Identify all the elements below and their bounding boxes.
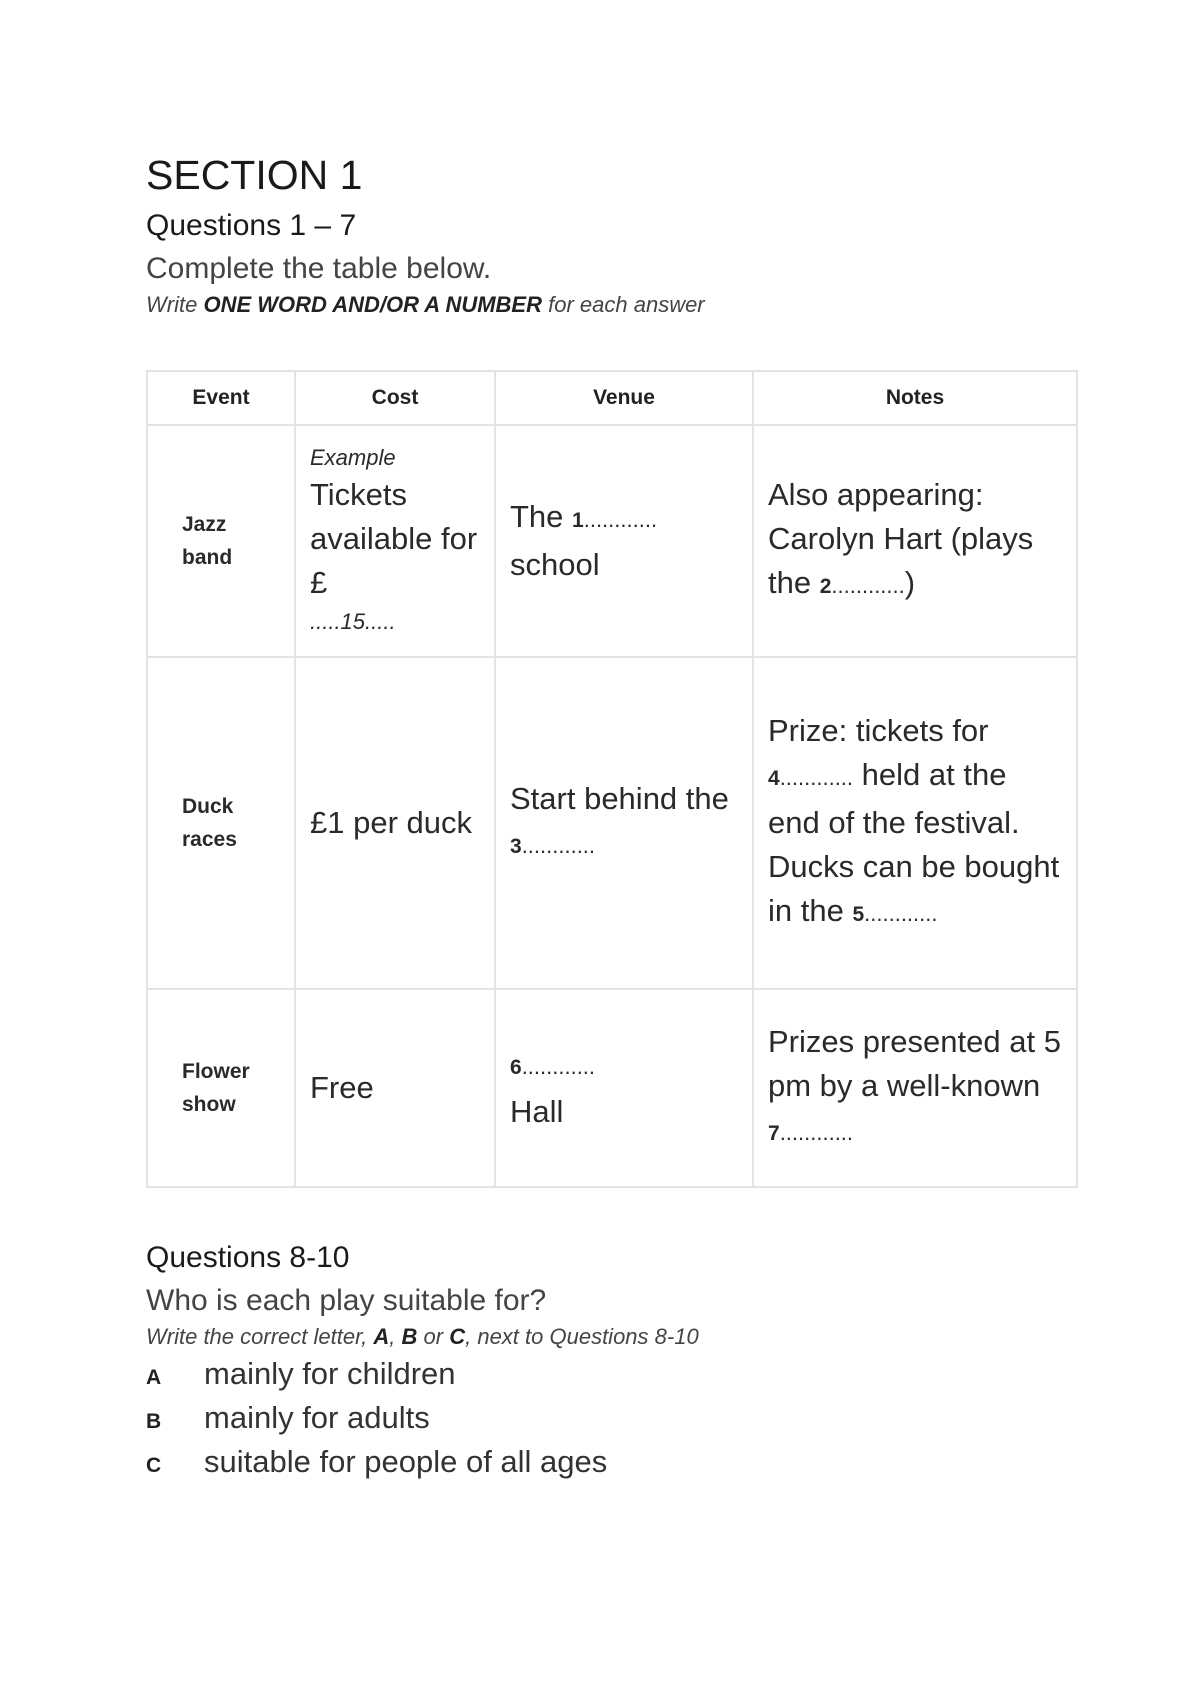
questions-8-10-heading: Questions 8-10 <box>146 1241 350 1274</box>
table-row <box>147 425 1077 657</box>
question-number: 7 <box>768 1122 780 1145</box>
question-number: 5 <box>852 903 865 926</box>
cost-text: Free <box>310 1070 374 1105</box>
note-text: Write the correct letter, <box>146 1324 374 1349</box>
venue-text: The <box>510 499 573 534</box>
cost-text: Tickets available for £ <box>310 477 478 600</box>
option-letter: C <box>146 1454 162 1477</box>
event-name: Duck races <box>182 795 237 851</box>
answer-blank[interactable]: ............ <box>831 573 905 598</box>
list-item <box>146 1444 1076 1488</box>
note-text: , <box>389 1324 402 1349</box>
venue-text: Hall <box>510 1094 564 1129</box>
header-notes: Notes <box>753 371 1077 425</box>
answer-blank[interactable]: ............ <box>521 833 596 858</box>
event-cell <box>147 989 295 1187</box>
notes-text: Also appearing: Carolyn Hart (plays the <box>768 477 1034 600</box>
note-text: or <box>417 1324 450 1349</box>
table-row <box>147 989 1077 1187</box>
option-letter: A <box>146 1366 162 1389</box>
cost-cell <box>295 425 495 657</box>
example-answer: .....15..... <box>310 609 396 634</box>
question-number: 1 <box>572 509 584 532</box>
notes-cell <box>753 425 1077 657</box>
notes-cell <box>753 989 1077 1187</box>
answer-blank[interactable]: ............ <box>521 1054 596 1079</box>
cost-cell <box>295 989 495 1187</box>
options-list <box>146 1356 1076 1488</box>
list-item <box>146 1400 1076 1444</box>
list-item <box>146 1356 1076 1400</box>
venue-text: Start behind the <box>510 781 729 816</box>
question-number: 3 <box>510 835 522 858</box>
answer-blank[interactable]: ............ <box>779 765 854 790</box>
option-text: mainly for adults <box>204 1400 430 1435</box>
note-letter: B <box>401 1324 418 1349</box>
event-cell <box>147 425 295 657</box>
venue-text: school <box>510 547 600 582</box>
option-text: mainly for children <box>204 1356 456 1391</box>
cost-cell <box>295 657 495 989</box>
note-letter: A <box>373 1324 390 1349</box>
example-label: Example <box>310 445 396 470</box>
notes-text: held at the end of the festival. Ducks can be bought in the <box>768 757 1060 928</box>
table-instruction: Complete the table below. <box>146 252 492 285</box>
question-number: 2 <box>819 575 832 598</box>
note-prefix: Write <box>146 292 204 317</box>
note-text: , next to Questions 8-10 <box>465 1324 699 1349</box>
header-venue: Venue <box>495 371 753 425</box>
table-instruction-note <box>146 290 1076 320</box>
table-row <box>147 657 1077 989</box>
cost-text: £1 per duck <box>310 805 472 840</box>
question-number: 4 <box>768 767 780 790</box>
venue-cell <box>495 989 753 1187</box>
notes-cell <box>753 657 1077 989</box>
event-name: Flower show <box>182 1060 250 1116</box>
event-name: Jazz band <box>182 513 233 569</box>
notes-text: ) <box>904 565 916 600</box>
question-number: 6 <box>510 1056 522 1079</box>
answer-blank[interactable]: ............ <box>779 1120 854 1145</box>
note-letter: C <box>449 1324 466 1349</box>
header-event: Event <box>147 371 295 425</box>
notes-text: Prizes presented at 5 pm by a well-known <box>768 1024 1061 1103</box>
option-letter: B <box>146 1410 162 1433</box>
worksheet-page <box>146 150 1076 1488</box>
header-cost: Cost <box>295 371 495 425</box>
option-text: suitable for people of all ages <box>204 1444 608 1479</box>
table-header-row <box>147 371 1077 425</box>
venue-cell <box>495 657 753 989</box>
notes-text: Prize: tickets for <box>768 713 989 748</box>
note-suffix: for each answer <box>542 292 705 317</box>
play-instruction-note <box>146 1322 1076 1352</box>
events-table <box>146 370 1078 1188</box>
section-title: SECTION 1 <box>146 152 363 198</box>
questions-1-7-heading: Questions 1 – 7 <box>146 209 357 242</box>
answer-blank[interactable]: ............ <box>864 901 938 926</box>
questions-8-10-block <box>146 1238 1076 1488</box>
play-instruction: Who is each play suitable for? <box>146 1284 547 1317</box>
note-bold: ONE WORD AND/OR A NUMBER <box>203 292 542 317</box>
venue-cell <box>495 425 753 657</box>
answer-blank[interactable]: ............ <box>583 507 658 532</box>
event-cell <box>147 657 295 989</box>
